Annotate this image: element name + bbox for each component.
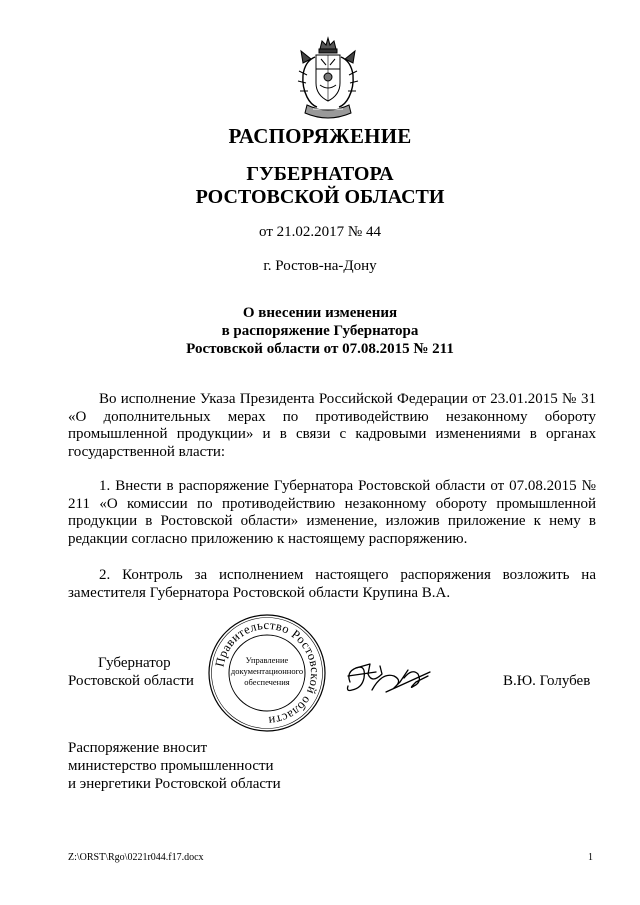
issuer-title-line2: РОСТОВСКОЙ ОБЛАСТИ [195,186,445,208]
seal-center-line1: Управление [245,655,289,665]
city-line: г. Ростов-на-Дону [263,258,377,274]
clause-2-paragraph: 2. Контроль за исполнением настоящего распоряжения возложить на заместителя Губернатора Ростовской области Крупина В.А. [68,567,596,601]
submitter-note-line2: министерство промышленности [68,758,274,774]
issuer-title-line1: ГУБЕРНАТОРА [246,163,394,185]
submitter-note-line1: Распоряжение вносит [68,740,208,756]
handwritten-signature-icon [342,652,452,702]
subject-line1: О внесении изменения [242,305,398,321]
seal-ring-text: Правительство Ростовской области [212,617,323,729]
official-seal-icon [206,612,328,734]
footer-file-path: Z:\ORST\Rgo\0221r044.f17.docx [68,852,204,863]
signer-name: В.Ю. Голубев [503,673,591,689]
submitter-note-line3: и энергетики Ростовской области [68,776,281,792]
document-type-title: РАСПОРЯЖЕНИЕ [228,124,412,148]
seal-center-line2: документационного [230,666,304,676]
subject-line3: Ростовской области от 07.08.2015 № 211 [186,341,454,357]
signer-position-line1: Губернатор [98,655,171,671]
page-number: 1 [588,852,593,863]
signer-position-line2: Ростовской области [68,673,194,689]
preamble-paragraph: Во исполнение Указа Президента Российской Федерации от 23.01.2015 № 31 «О дополнительных мерах по противодействию незаконному обороту промышленной продукции» и в связи с кадровыми изменениями в органах государственной власти: [68,391,596,460]
seal-center-line3: обеспечения [244,677,290,687]
coat-of-arms-icon [293,35,363,123]
clause-1-paragraph: 1. Внести в распоряжение Губернатора Ростовской области от 07.08.2015 № 211 «О комиссии по противодействию незаконному обороту промышленной продукции в Ростовской области» изменение, изложив приложение к нему в редакции согласно приложению к настоящему распоряжению. [68,478,596,547]
date-and-number: от 21.02.2017 № 44 [259,224,381,240]
subject-line2: в распоряжение Губернатора [221,323,419,339]
